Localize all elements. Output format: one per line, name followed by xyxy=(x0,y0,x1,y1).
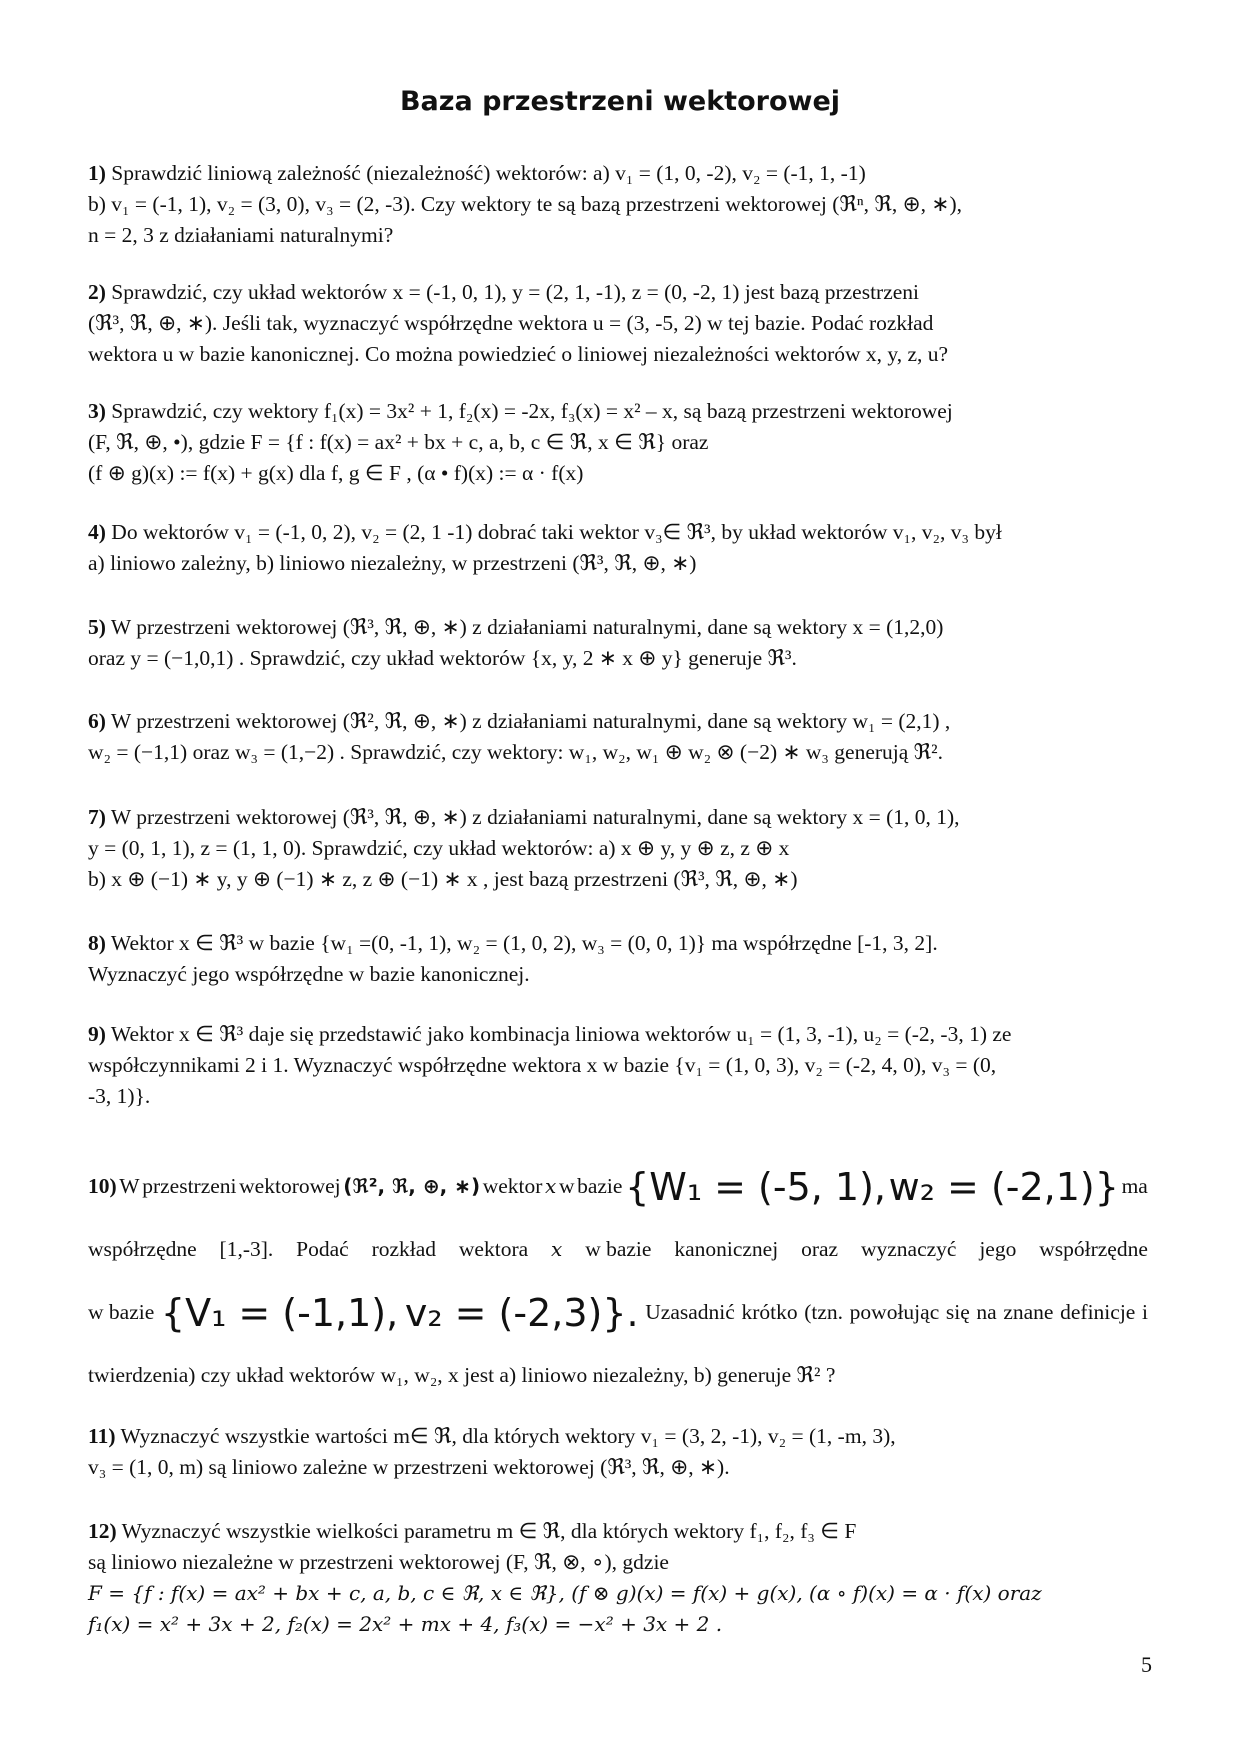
problem-number: 11) xyxy=(88,1424,116,1448)
problem-7-line-2: y = (0, 1, 1), z = (1, 1, 0). Sprawdzić, czy układ wektorów: a) x ⊕ y, y ⊕ z, z ⊕ x xyxy=(88,836,790,860)
basis-w-part-2: w₂ = (-2,1)} xyxy=(888,1164,1119,1209)
problem-12-line-1: 12) Wyznaczyć wszystkie wielkości parametru m ∈ ℜ, dla których wektory f₁, f₂, f₃ ∈ F xyxy=(88,1519,857,1543)
problem-6-line-1: 6) W przestrzeni wektorowej (ℜ², ℜ, ⊕, ∗) z działaniami naturalnymi, dane są wektory w₁ = (2,1) , xyxy=(88,709,951,733)
problem-number: 6) xyxy=(88,709,106,733)
problem-12 xyxy=(88,1516,1148,1640)
problem-2 xyxy=(88,277,1148,370)
problem-number: 7) xyxy=(88,805,106,829)
problem-2-line-3: wektora u w bazie kanonicznej. Co można powiedzieć o liniowej niezależności wektorów x, y, z, u? xyxy=(88,342,949,366)
problem-4-line-2: a) liniowo zależny, b) liniowo niezależny, w przestrzeni (ℜ³, ℜ, ⊕, ∗) xyxy=(88,551,697,575)
problem-2-line-2: (ℜ³, ℜ, ⊕, ∗). Jeśli tak, wyznaczyć współrzędne wektora u = (3, -5, 2) w tej bazie. Podać rozkład xyxy=(88,311,934,335)
problem-9-line-2: współczynnikami 2 i 1. Wyznaczyć współrzędne wektora x w bazie {v₁ = (1, 0, 3), v₂ = (-2, 4, 0), v₃ = (0, xyxy=(88,1053,997,1077)
problem-8-line-2: Wyznaczyć jego współrzędne w bazie kanonicznej. xyxy=(88,962,530,986)
page-title: Baza przestrzeni wektorowej xyxy=(399,86,841,117)
problem-3-line-3: (f ⊕ g)(x) := f(x) + g(x) dla f, g ∈ F , (α • f)(x) := α · f(x) xyxy=(88,461,584,485)
problem-11-line-1: 11) Wyznaczyć wszystkie wartości m∈ ℜ, dla których wektory v₁ = (3, 2, -1), v₂ = (1, -m, 3), xyxy=(88,1424,896,1448)
problem-number: 12) xyxy=(88,1519,117,1543)
problem-number: 10) xyxy=(88,1174,117,1198)
problem-number: 2) xyxy=(88,280,106,304)
problem-12-line-2: są liniowo niezależne w przestrzeni wektorowej (F, ℜ, ⊗, ∘), gdzie xyxy=(88,1550,669,1574)
problem-5-line-1: 5) W przestrzeni wektorowej (ℜ³, ℜ, ⊕, ∗) z działaniami naturalnymi, dane są wektory x = (1,2,0) xyxy=(88,615,944,639)
problem-number: 8) xyxy=(88,931,106,955)
problem-10-line-1: 10) W przestrzeni wektorowej (ℜ², ℜ, ⊕, ∗) wektor x w bazie {W₁ = (-5, 1), w₂ = (-2,1)} ma xyxy=(88,1155,1148,1218)
problem-11-line-2: v₃ = (1, 0, m) są liniowo zależne w przestrzeni wektorowej (ℜ³, ℜ, ⊕, ∗). xyxy=(88,1455,730,1479)
problem-8-line-1: 8) Wektor x ∈ ℜ³ w bazie {w₁ =(0, -1, 1), w₂ = (1, 0, 2), w₃ = (0, 0, 1)} ma współrzędne [-1, 3, 2]. xyxy=(88,931,938,955)
problem-8 xyxy=(88,928,1148,990)
problem-5-line-2: oraz y = (−1,0,1) . Sprawdzić, czy układ wektorów {x, y, 2 ∗ x ⊕ y} generuje ℜ³. xyxy=(88,646,797,670)
basis-v-part-2: v₂ = (-2,3)}. xyxy=(404,1290,639,1335)
problem-number: 1) xyxy=(88,161,106,185)
variable-x: x xyxy=(551,1237,563,1261)
problem-10-line-3: w bazie {V₁ = (-1,1), v₂ = (-2,3)}. Uzasadnić krótko (tzn. powołując się na znane definicje i xyxy=(88,1281,1148,1344)
problem-12-line-3: F = {f : f(x) = ax² + bx + c, a, b, c ∈ ℜ, x ∈ ℜ}, (f ⊗ g)(x) = f(x) + g(x), (α ∘ f)(x) = α · f(x) oraz xyxy=(88,1581,1042,1605)
problem-2-line-1: 2) Sprawdzić, czy układ wektorów x = (-1, 0, 1), y = (2, 1, -1), z = (0, -2, 1) jest bazą przestrzeni xyxy=(88,280,920,304)
vector-space-symbol: (ℜ², ℜ, ⊕, ∗) xyxy=(343,1174,481,1198)
problem-number: 4) xyxy=(88,520,106,544)
problem-10 xyxy=(88,1155,1148,1407)
problem-1 xyxy=(88,158,1148,251)
problem-10-line-2: współrzędne [1,-3]. Podać rozkład wektora x w bazie kanonicznej oraz wyznaczyć jego współrzędne xyxy=(88,1218,1148,1281)
problem-12-line-4: f₁(x) = x² + 3x + 2, f₂(x) = 2x² + mx + 4, f₃(x) = −x² + 3x + 2 . xyxy=(88,1612,723,1636)
problem-4-line-1: 4) Do wektorów v₁ = (-1, 0, 2), v₂ = (2, 1 -1) dobrać taki wektor v₃∈ ℜ³, by układ wektorów v₁, v₂, v₃ był xyxy=(88,520,1002,544)
basis-v-part-1: {V₁ = (-1,1), xyxy=(160,1290,399,1335)
problem-7 xyxy=(88,802,1148,895)
problem-number: 9) xyxy=(88,1022,106,1046)
problem-1-line-3: n = 2, 3 z działaniami naturalnymi? xyxy=(88,223,394,247)
problem-3-line-2: (F, ℜ, ⊕, •), gdzie F = {f : f(x) = ax² + bx + c, a, b, c ∈ ℜ, x ∈ ℜ} oraz xyxy=(88,430,709,454)
problem-number: 3) xyxy=(88,399,106,423)
problem-3 xyxy=(88,396,1148,489)
problem-6-line-2: w₂ = (−1,1) oraz w₃ = (1,−2) . Sprawdzić, czy wektory: w₁, w₂, w₁ ⊕ w₂ ⊗ (−2) ∗ w₃ generują ℜ². xyxy=(88,740,943,764)
basis-w-part-1: {W₁ = (-5, 1), xyxy=(625,1164,887,1209)
problem-7-line-1: 7) W przestrzeni wektorowej (ℜ³, ℜ, ⊕, ∗) z działaniami naturalnymi, dane są wektory x = (1, 0, 1), xyxy=(88,805,960,829)
problem-7-line-3: b) x ⊕ (−1) ∗ y, y ⊕ (−1) ∗ z, z ⊕ (−1) ∗ x , jest bazą przestrzeni (ℜ³, ℜ, ⊕, ∗) xyxy=(88,867,798,891)
problem-10-line-4: twierdzenia) czy układ wektorów w₁, w₂, x jest a) liniowo niezależny, b) generuje ℜ² ? xyxy=(88,1363,836,1387)
problem-3-line-1: 3) Sprawdzić, czy wektory f₁(x) = 3x² + 1, f₂(x) = -2x, f₃(x) = x² – x, są bazą przestrzeni wektorowej xyxy=(88,399,953,423)
problem-9-line-3: -3, 1)}. xyxy=(88,1084,151,1108)
problem-5 xyxy=(88,612,1148,674)
problem-6 xyxy=(88,706,1148,768)
problem-4 xyxy=(88,517,1148,579)
problem-1-line-1: 1) Sprawdzić liniową zależność (niezależność) wektorów: a) v₁ = (1, 0, -2), v₂ = (-1, 1, -1) xyxy=(88,161,866,185)
problem-1-line-2: b) v₁ = (-1, 1), v₂ = (3, 0), v₃ = (2, -3). Czy wektory te są bazą przestrzeni wektorowej (ℜⁿ, ℜ, ⊕, ∗), xyxy=(88,192,962,216)
page-number: 5 xyxy=(1141,1652,1152,1677)
problem-9-line-1: 9) Wektor x ∈ ℜ³ daje się przedstawić jako kombinacja liniowa wektorów u₁ = (1, 3, -1), u₂ = (-2, -3, 1) ze xyxy=(88,1022,1012,1046)
problem-11 xyxy=(88,1421,1148,1483)
variable-x: x xyxy=(545,1174,557,1198)
problem-number: 5) xyxy=(88,615,106,639)
problem-9 xyxy=(88,1019,1148,1112)
